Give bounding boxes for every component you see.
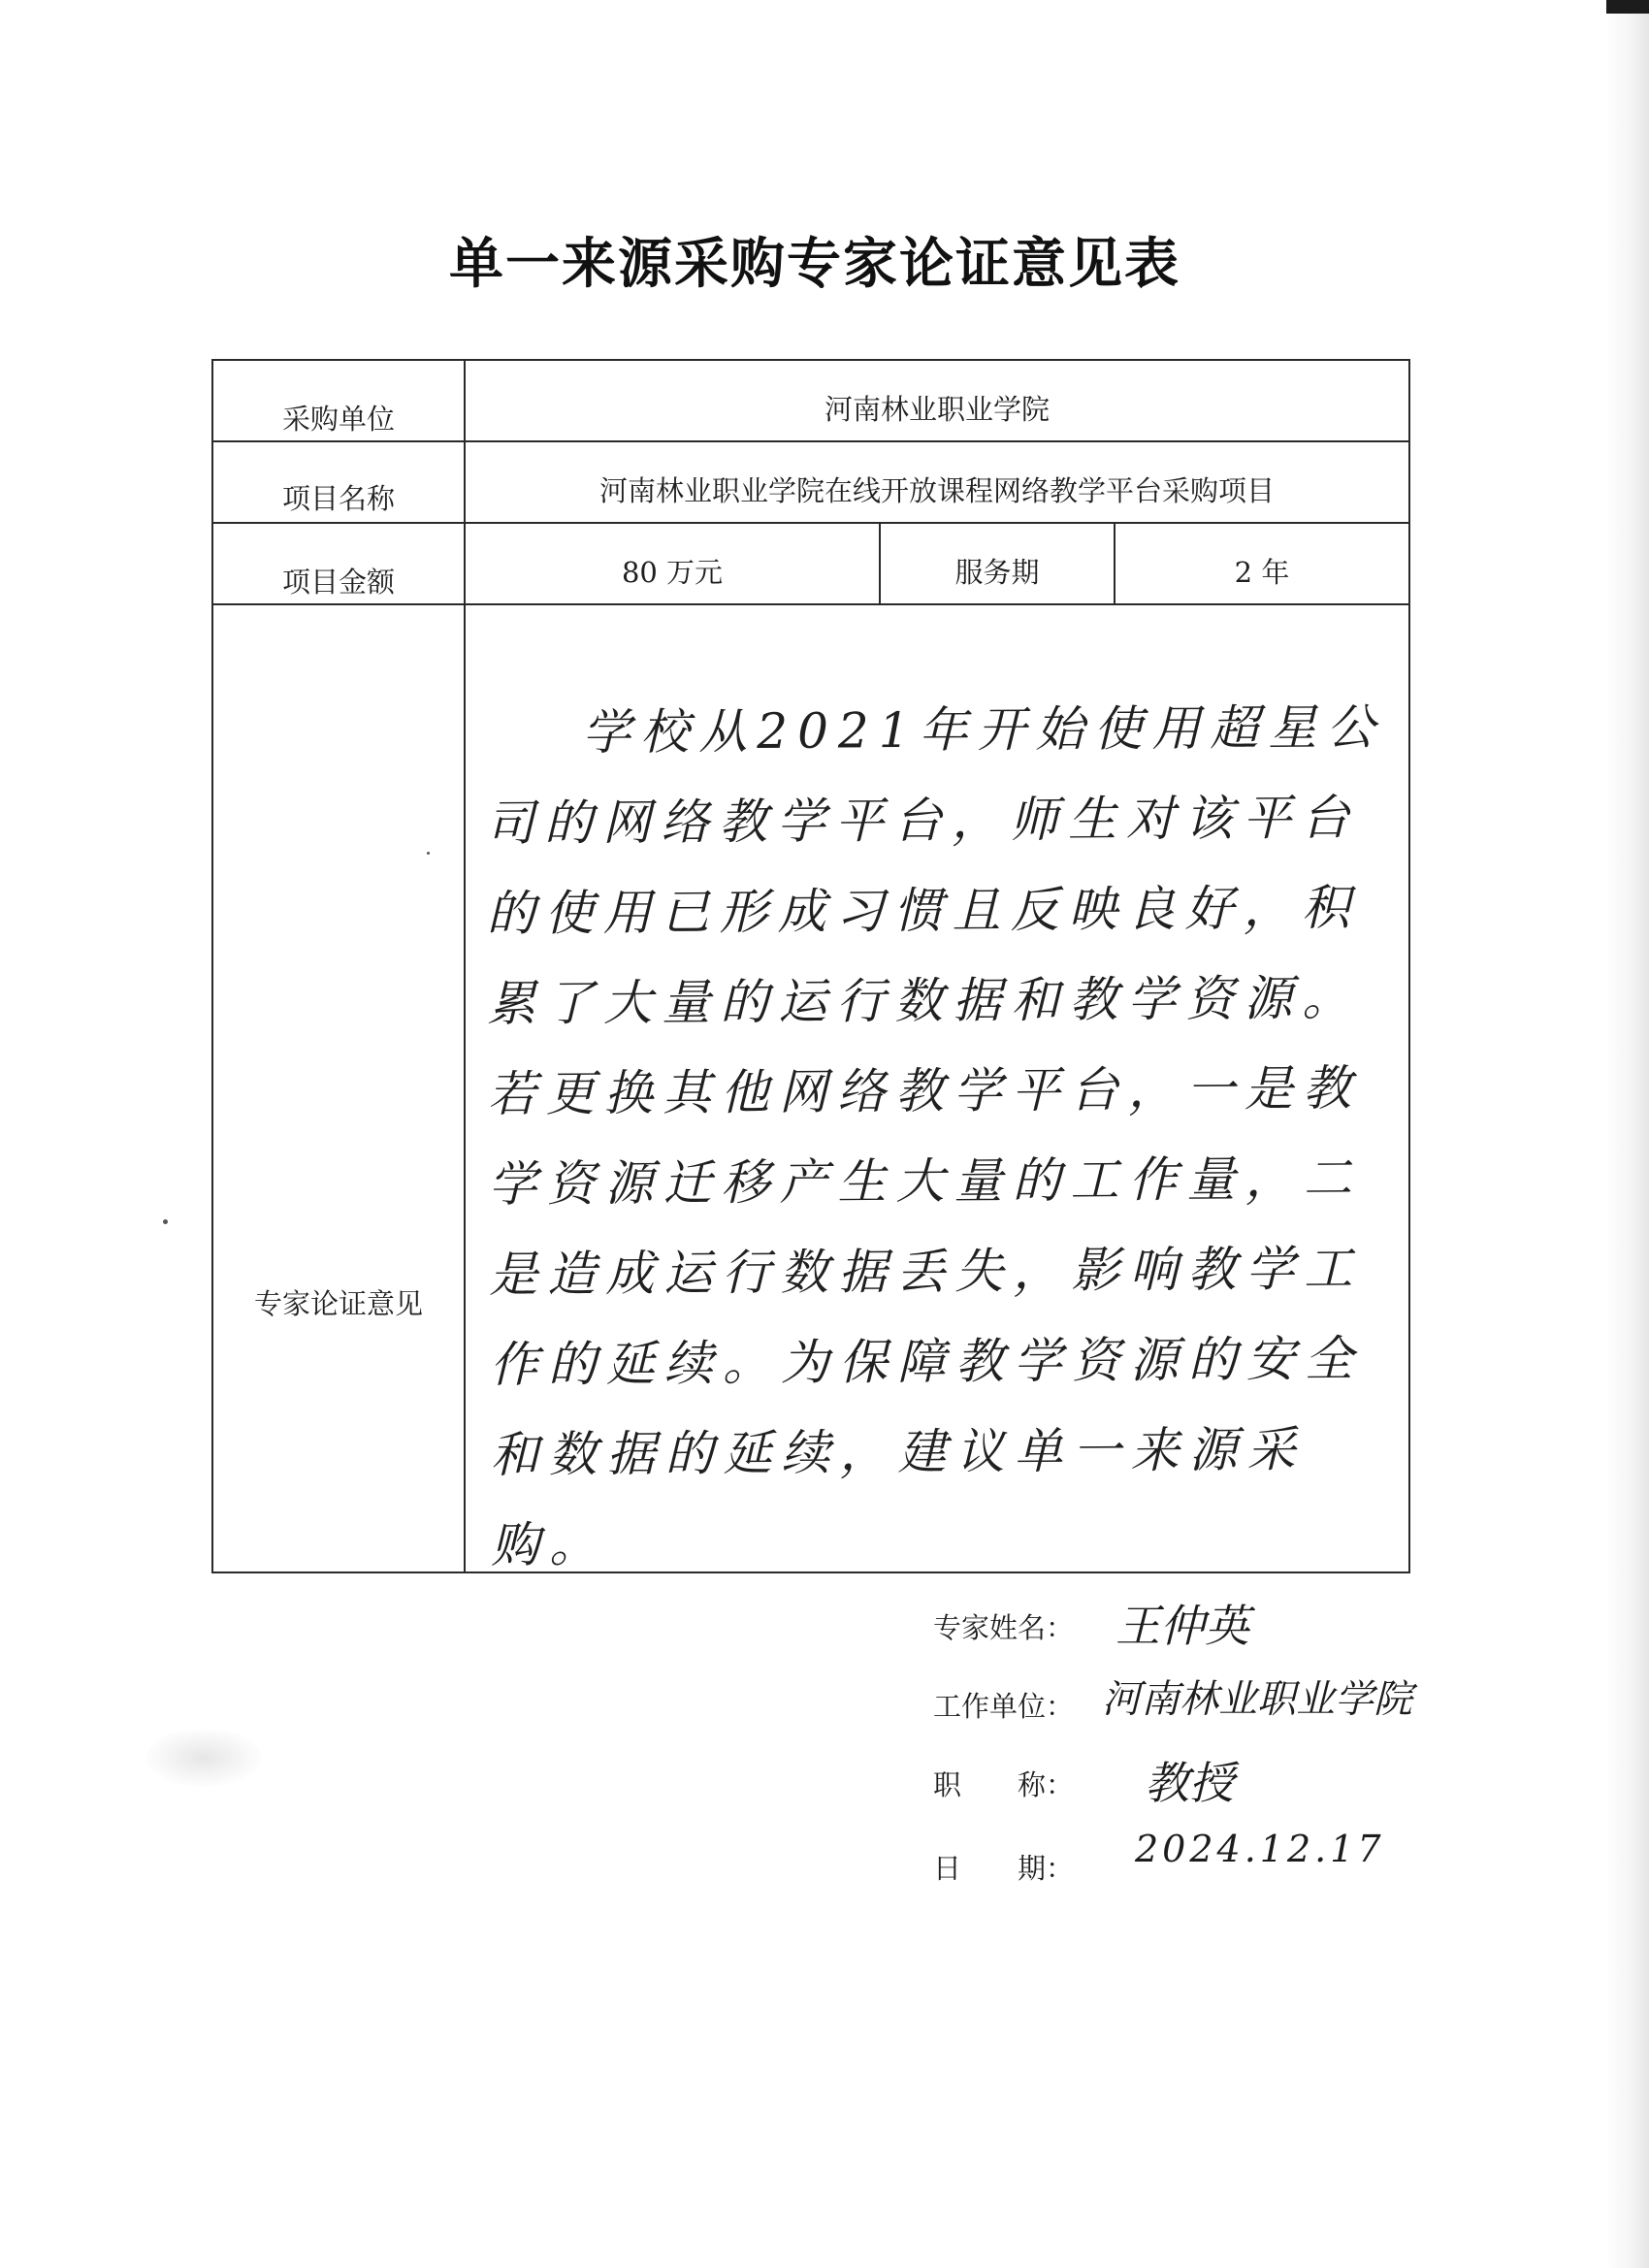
row-divider <box>213 522 1408 524</box>
professional-title-handwritten: 教授 <box>1145 1757 1234 1809</box>
scan-corner-mark <box>1606 0 1649 14</box>
project-name-label: 项目名称 <box>281 482 395 515</box>
purchasing-unit-label: 采购单位 <box>281 403 395 436</box>
scan-speck <box>427 852 430 855</box>
project-name-value: 河南林业职业学院在线开放课程网络教学平台采购项目 <box>598 474 1275 507</box>
purchasing-unit-value: 河南林业职业学院 <box>824 393 1050 426</box>
professional-title-label: 职 称： <box>933 1768 1075 1801</box>
work-unit-handwritten: 河南林业职业学院 <box>1102 1677 1412 1722</box>
expert-opinion-handwritten-text: 学校从2021年开始使用超星公司的网络教学平台，师生对该平台的使用已形成习惯且反映良好，积累了大量的运行数据和教学资源。若更换其他网络教学平台，一是教学资源迁移产生大量的工作量，二是造成运行数据丢失，影响教学工作的延续。为保障教学资源的安全和数据的延续，建议单一来源采购。 <box>485 698 1385 1573</box>
project-amount-value: 80 万元 <box>621 556 724 589</box>
service-period-value: 2 年 <box>1234 556 1290 589</box>
scan-smudge <box>146 1729 262 1787</box>
document-title: 单一来源采购专家论证意见表 <box>449 233 1180 296</box>
scan-page-edge <box>1606 0 1649 2268</box>
expert-opinion-label: 专家论证意见 <box>253 1287 423 1320</box>
row-divider <box>213 603 1408 605</box>
expert-name-signature: 王仲英 <box>1116 1600 1249 1652</box>
project-amount-label: 项目金额 <box>281 566 395 599</box>
date-handwritten: 2024.12.17 <box>1135 1828 1385 1870</box>
row-divider <box>213 440 1408 442</box>
scan-speck <box>163 1219 168 1224</box>
date-label: 日 期： <box>933 1852 1075 1885</box>
service-period-label: 服务期 <box>954 556 1040 589</box>
expert-name-label: 专家姓名： <box>933 1611 1075 1644</box>
label-column-divider <box>464 361 466 1571</box>
work-unit-label: 工作单位： <box>933 1690 1075 1723</box>
